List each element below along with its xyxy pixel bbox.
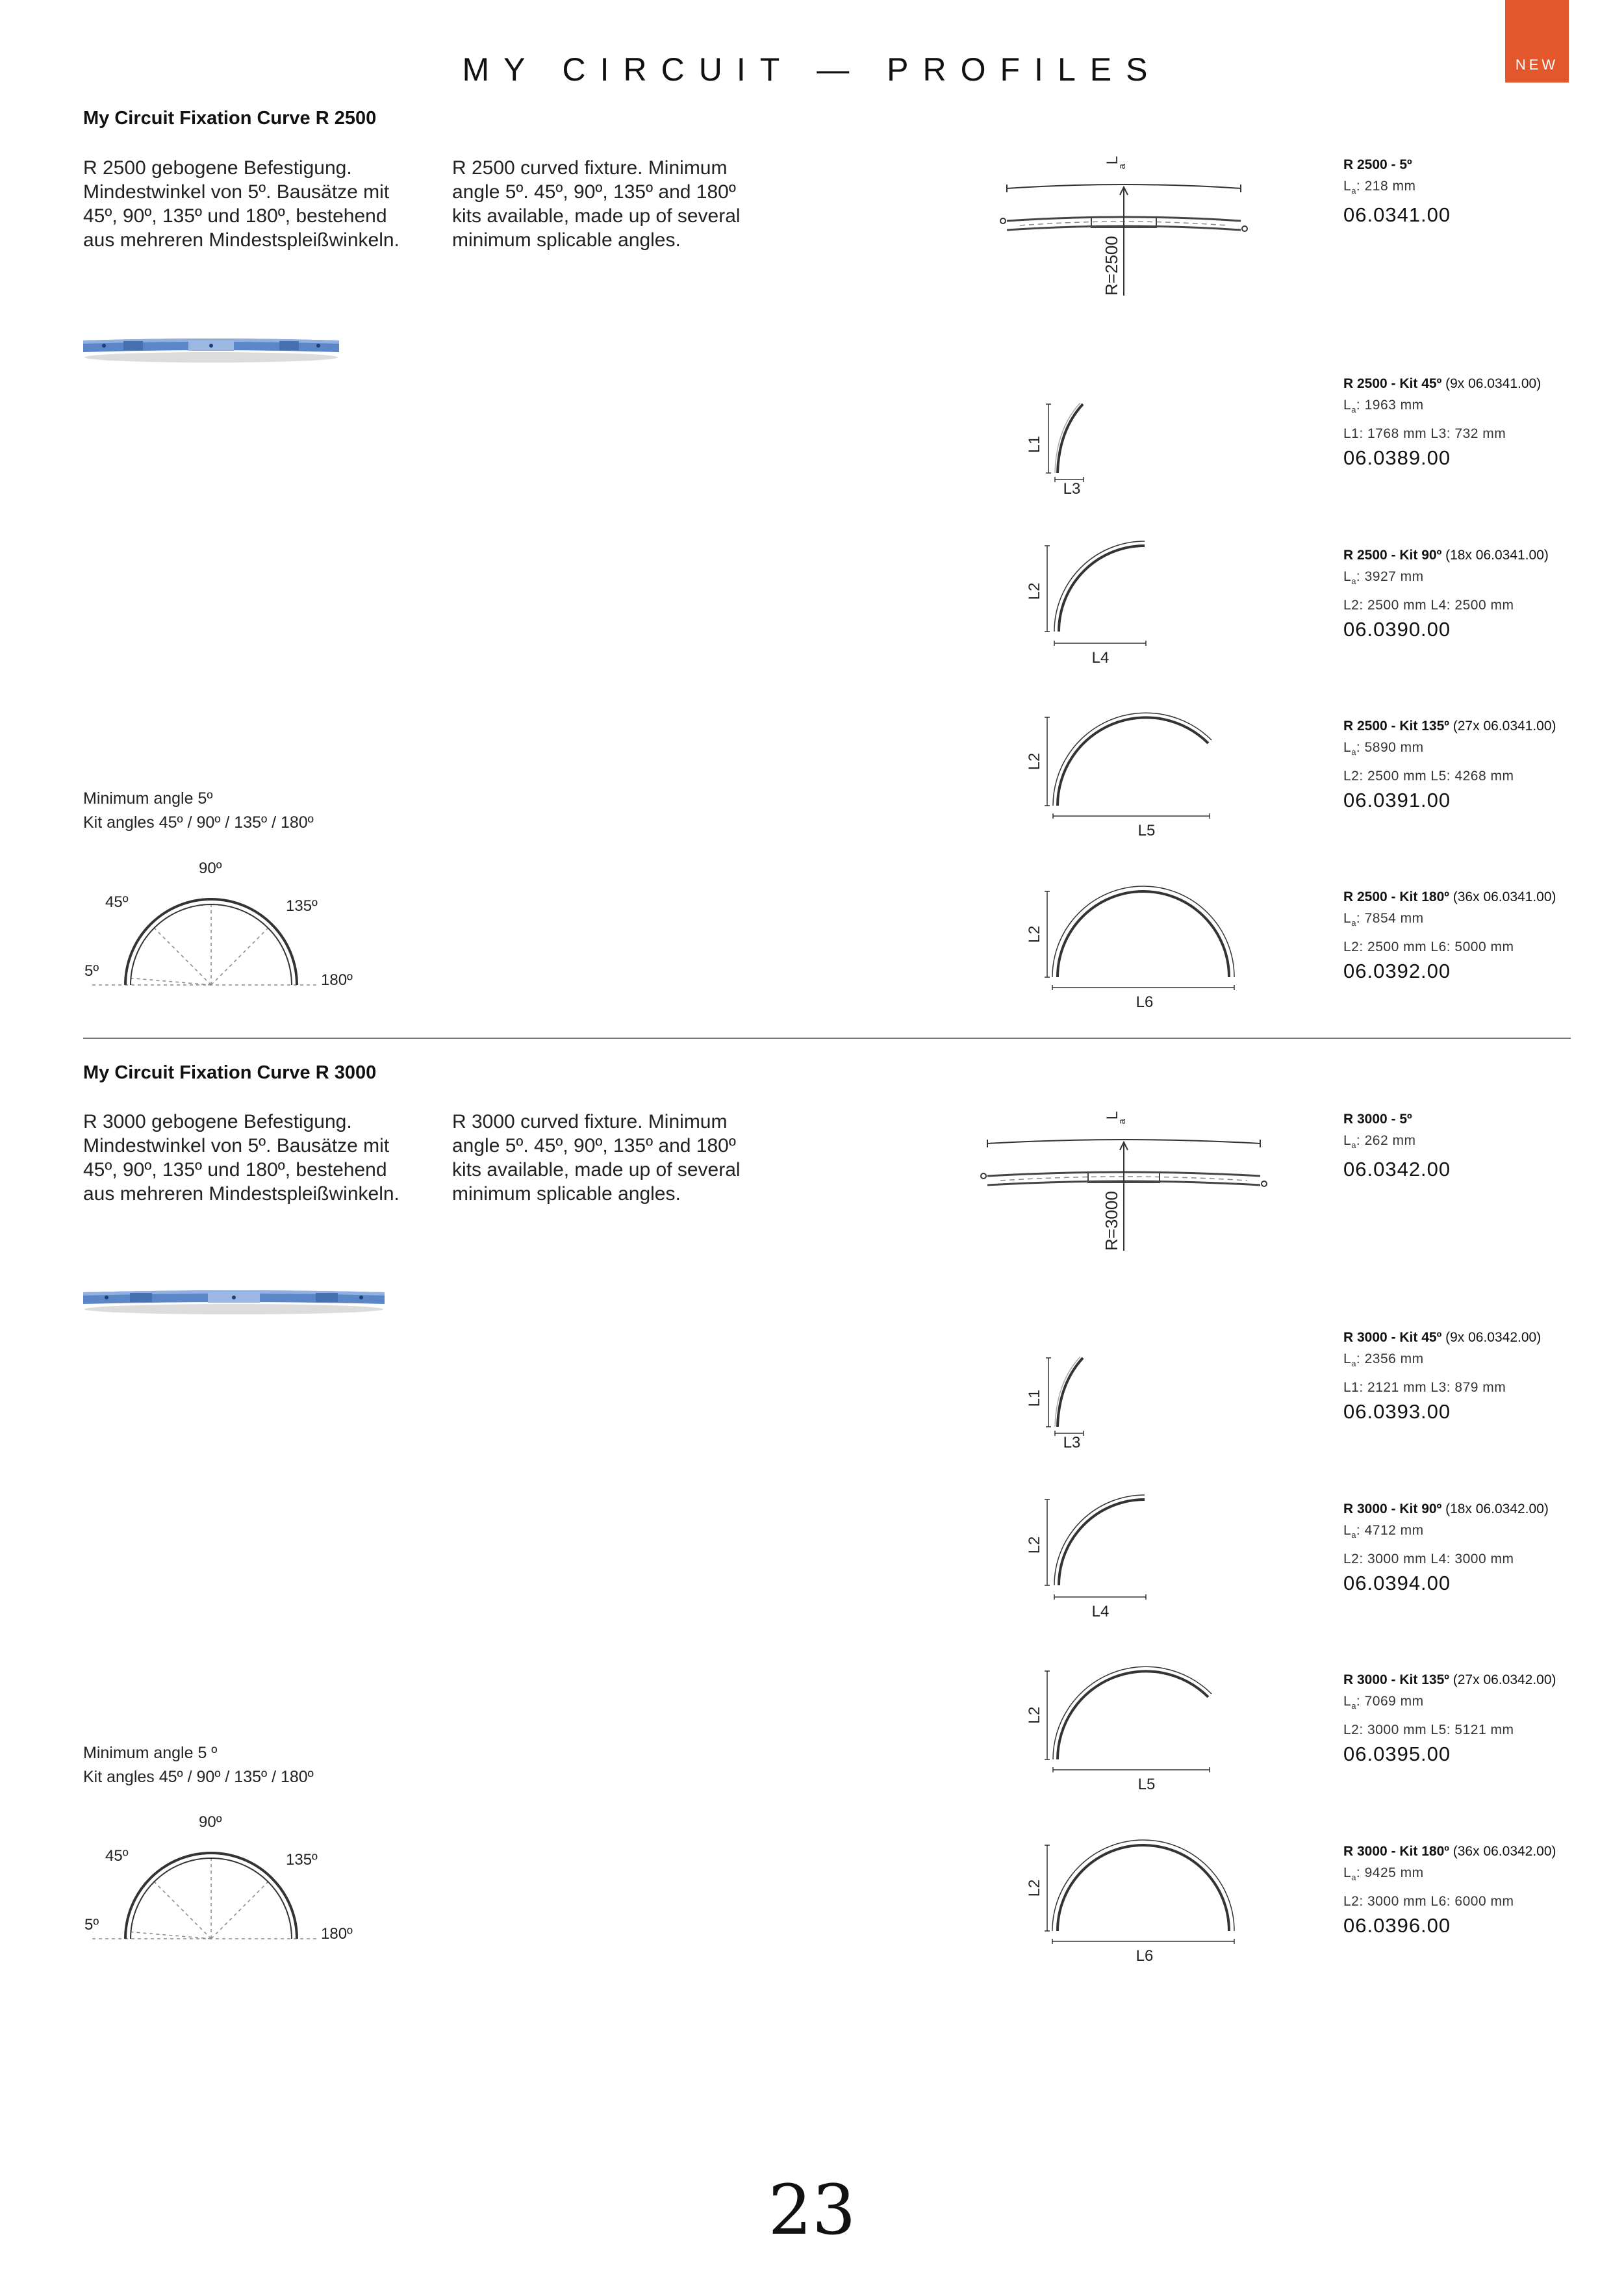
- angle-90-label: 90º: [199, 1813, 222, 1831]
- l4-label: L4: [1091, 1603, 1110, 1620]
- la-value: : 7069 mm: [1356, 1694, 1424, 1709]
- product-spec: R 3000 - 5º $L_a$: 262 mm 06.0342.00: [1343, 1110, 1616, 1182]
- angle-note: Minimum angle 5 º Kit angles 45º / 90º / 135º / 180º: [83, 1744, 314, 1786]
- l4-label: L4: [1091, 649, 1110, 667]
- product-code: 06.0395.00: [1343, 1743, 1451, 1766]
- product-spec: R 3000 - Kit 90º (18x 06.0342.00) $L_a$: 4712 mm L2: 3000 mm L4: 3000 mm 06.0394.00: [1343, 1500, 1616, 1596]
- description-en: R 3000 curved fixture. Minimum angle 5º. 45º, 90º, 135º and 180º kits available, made up of several minimum splicable angles.: [452, 1111, 741, 1205]
- product-spec: R 3000 - Kit 180º (36x 06.0342.00) $L_a$: 9425 mm L2: 3000 mm L6: 6000 mm 06.0396.00: [1343, 1843, 1616, 1938]
- product-name: R 3000 - Kit 45º: [1343, 1330, 1442, 1345]
- la-subscript: a: [1117, 164, 1128, 170]
- product-kit-info: (18x 06.0341.00): [1441, 548, 1549, 563]
- section-title: My Circuit Fixation Curve R 2500: [83, 108, 377, 129]
- product-name: R 2500 - 5º: [1343, 157, 1412, 172]
- la-value: : 2356 mm: [1356, 1351, 1424, 1366]
- angle-5-label: 5º: [84, 1916, 99, 1934]
- product-code: 06.0396.00: [1343, 1914, 1451, 1937]
- angle-note: Minimum angle 5º Kit angles 45º / 90º / 135º / 180º: [83, 789, 314, 832]
- dimensions: L1: 1768 mm L3: 732 mm: [1343, 426, 1506, 442]
- product-name: R 2500 - Kit 180º: [1343, 889, 1449, 904]
- product-spec: R 2500 - Kit 180º (36x 06.0341.00) $L_a$: 7854 mm L2: 2500 mm L6: 5000 mm 06.0392.00: [1343, 888, 1616, 984]
- product-name: R 3000 - Kit 180º: [1343, 1844, 1449, 1859]
- kit-135-drawing: [1013, 708, 1228, 845]
- angle-135-label: 135º: [286, 897, 318, 915]
- kit-90-drawing: [1013, 1493, 1163, 1629]
- angle-45-label: 45º: [105, 1847, 129, 1865]
- dimensions: L2: 2500 mm L6: 5000 mm: [1343, 939, 1514, 955]
- product-kit-info: (9x 06.0342.00): [1441, 1330, 1542, 1345]
- product-name: R 3000 - 5º: [1343, 1112, 1412, 1127]
- kit-180-drawing: [1013, 1837, 1247, 1967]
- angle-diagram: [78, 858, 377, 1001]
- product-spec: R 2500 - Kit 135º (27x 06.0341.00) $L_a$: 5890 mm L2: 2500 mm L5: 4268 mm 06.0391.00: [1343, 717, 1616, 813]
- kit-180-drawing: [1013, 884, 1247, 1014]
- page-title: MY CIRCUIT — PROFILES: [462, 51, 1162, 88]
- description-de: R 3000 gebogene Befestigung. Mindestwinkel von 5º. Bausätze mit 45º, 90º, 135º und 180º, bestehend aus mehreren Mindestspleißwinkeln.: [83, 1111, 400, 1205]
- radius-label: R=3000: [1102, 1191, 1121, 1251]
- profile-photo: [78, 325, 344, 370]
- product-kit-info: (36x 06.0341.00): [1449, 889, 1556, 904]
- new-badge: NEW: [1505, 0, 1569, 83]
- section-divider: [83, 1038, 1571, 1039]
- dimensions: L2: 2500 mm L4: 2500 mm: [1343, 598, 1514, 613]
- angle-90-label: 90º: [199, 860, 222, 877]
- product-kit-info: (18x 06.0342.00): [1441, 1501, 1549, 1516]
- la-value: : 4712 mm: [1356, 1523, 1424, 1538]
- l3-label: L3: [1063, 1434, 1081, 1451]
- angle-180-label: 180º: [321, 1925, 353, 1943]
- product-kit-info: (36x 06.0342.00): [1449, 1844, 1556, 1859]
- kit-45-drawing: [1013, 1344, 1124, 1454]
- l5-label: L5: [1137, 1776, 1156, 1793]
- description-en: R 2500 curved fixture. Minimum angle 5º. 45º, 90º, 135º and 180º kits available, made up of several minimum splicable angles.: [452, 157, 741, 251]
- product-spec: R 3000 - Kit 135º (27x 06.0342.00) $L_a$: 7069 mm L2: 3000 mm L5: 5121 mm 06.0395.00: [1343, 1671, 1616, 1767]
- product-kit-info: (9x 06.0341.00): [1441, 376, 1542, 391]
- l2-label: L2: [1026, 752, 1043, 771]
- angle-180-label: 180º: [321, 971, 353, 989]
- angle-135-label: 135º: [286, 1851, 318, 1869]
- angle-45-label: 45º: [105, 893, 129, 911]
- product-name: R 3000 - Kit 90º: [1343, 1501, 1442, 1516]
- l6-label: L6: [1136, 993, 1154, 1011]
- product-spec: [1343, 156, 1616, 227]
- dimensions: L2: 3000 mm L4: 3000 mm: [1343, 1552, 1514, 1567]
- l6-label: L6: [1136, 1947, 1154, 1965]
- product-name: R 3000 - Kit 135º: [1343, 1672, 1449, 1687]
- segment-drawing: [994, 149, 1254, 299]
- la-value: : 218 mm: [1356, 179, 1416, 194]
- la-value: : 1963 mm: [1356, 398, 1424, 413]
- angle-diagram: [78, 1811, 377, 1954]
- product-code: 06.0341.00: [1343, 203, 1451, 227]
- la-value: : 9425 mm: [1356, 1865, 1424, 1880]
- dimensions: L1: 2121 mm L3: 879 mm: [1343, 1380, 1506, 1396]
- product-kit-info: (27x 06.0342.00): [1449, 1672, 1556, 1687]
- la-value: : 5890 mm: [1356, 740, 1424, 755]
- product-code: 06.0389.00: [1343, 446, 1451, 470]
- la-value: : 262 mm: [1356, 1133, 1416, 1148]
- kit-45-drawing: [1013, 390, 1124, 500]
- section-title: My Circuit Fixation Curve R 3000: [83, 1062, 377, 1083]
- l1-label: L1: [1026, 1389, 1043, 1407]
- l5-label: L5: [1137, 822, 1156, 839]
- kit-90-drawing: [1013, 539, 1163, 676]
- l2-label: L2: [1026, 1706, 1043, 1724]
- l3-label: L3: [1063, 480, 1081, 498]
- la-label: L: [1104, 1111, 1121, 1120]
- product-name: R 2500 - Kit 90º: [1343, 548, 1442, 563]
- description-de: R 2500 gebogene Befestigung. Mindestwinkel von 5º. Bausätze mit 45º, 90º, 135º und 180º, bestehend aus mehreren Mindestspleißwinkeln.: [83, 157, 400, 251]
- l2-label: L2: [1026, 1536, 1043, 1554]
- product-name: R 2500 - Kit 135º: [1343, 719, 1449, 734]
- product-name: R 2500 - Kit 45º: [1343, 376, 1442, 391]
- product-code: 06.0342.00: [1343, 1158, 1451, 1181]
- product-spec: R 2500 - Kit 90º (18x 06.0341.00) $L_a$: 3927 mm L2: 2500 mm L4: 2500 mm 06.0390.00: [1343, 546, 1616, 642]
- segment-drawing: [974, 1105, 1273, 1254]
- product-code: 06.0390.00: [1343, 618, 1451, 641]
- kit-135-drawing: [1013, 1662, 1228, 1798]
- la-value: : 7854 mm: [1356, 911, 1424, 926]
- product-spec: R 3000 - Kit 45º (9x 06.0342.00) $L_a$: 2356 mm L1: 2121 mm L3: 879 mm 06.0393.00: [1343, 1329, 1616, 1424]
- page-number: 23: [768, 2170, 856, 2250]
- l2-label: L2: [1026, 582, 1043, 600]
- dimensions: L2: 2500 mm L5: 4268 mm: [1343, 769, 1514, 784]
- dimensions: L2: 3000 mm L6: 6000 mm: [1343, 1894, 1514, 1910]
- la-subscript: a: [1117, 1119, 1128, 1125]
- product-code: 06.0392.00: [1343, 960, 1451, 983]
- product-kit-info: (27x 06.0341.00): [1449, 719, 1556, 734]
- dimensions: L2: 3000 mm L5: 5121 mm: [1343, 1722, 1514, 1738]
- la-value: : 3927 mm: [1356, 569, 1424, 584]
- product-spec: R 2500 - Kit 45º (9x 06.0341.00) $L_a$: 1963 mm L1: 1768 mm L3: 732 mm 06.0389.00: [1343, 375, 1616, 470]
- product-code: 06.0391.00: [1343, 789, 1451, 812]
- la-label: L: [1104, 156, 1121, 165]
- product-code: 06.0394.00: [1343, 1572, 1451, 1595]
- angle-5-label: 5º: [84, 962, 99, 980]
- la-subscript: a: [1351, 186, 1356, 196]
- product-code: 06.0393.00: [1343, 1400, 1451, 1424]
- l2-label: L2: [1026, 925, 1043, 943]
- la-symbol: L: [1343, 179, 1352, 194]
- l1-label: L1: [1026, 435, 1043, 454]
- l2-label: L2: [1026, 1879, 1043, 1897]
- radius-label: R=2500: [1102, 236, 1121, 296]
- profile-photo: [78, 1277, 390, 1322]
